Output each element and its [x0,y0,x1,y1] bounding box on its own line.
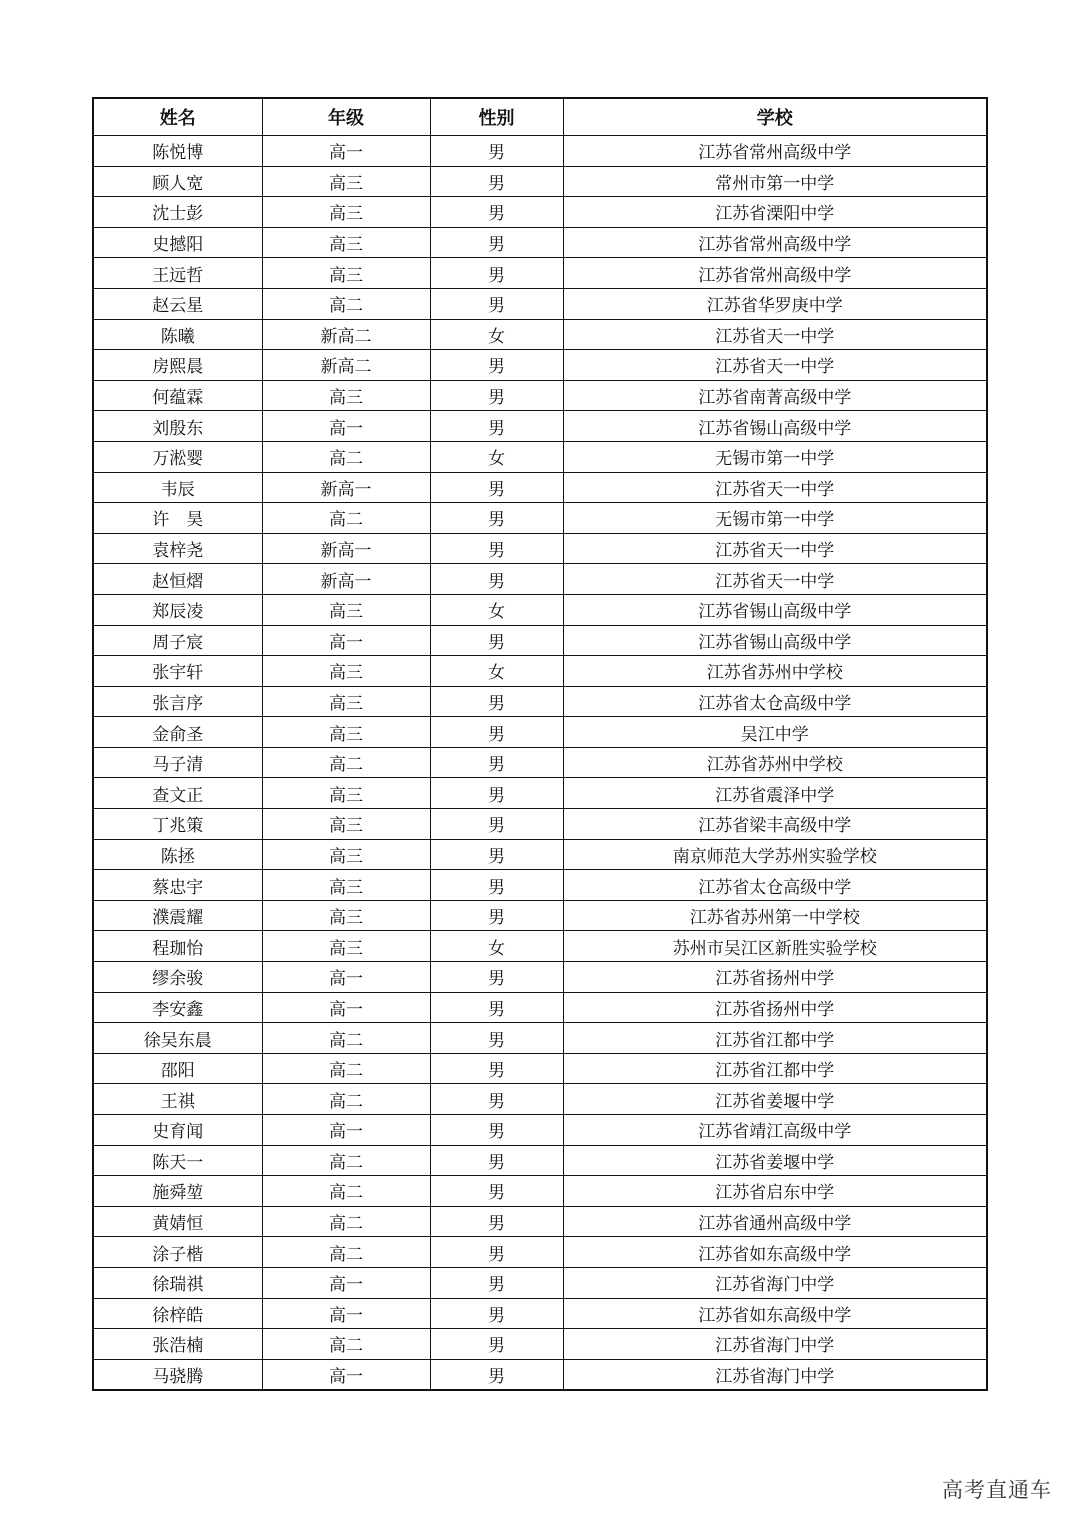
cell-gender: 男 [430,227,563,258]
cell-name: 陈拯 [93,839,262,870]
cell-gender: 男 [430,962,563,993]
cell-name: 张浩楠 [93,1329,262,1360]
cell-school: 江苏省天一中学 [563,564,987,595]
cell-grade: 新高二 [262,319,430,350]
table-row [93,380,987,411]
cell-school: 江苏省如东高级中学 [563,1298,987,1329]
cell-grade: 高二 [262,1145,430,1176]
cell-school: 江苏省溧阳中学 [563,197,987,228]
cell-school: 江苏省靖江高级中学 [563,1115,987,1146]
table-row [93,778,987,809]
cell-name: 施舜堃 [93,1176,262,1207]
cell-grade: 高三 [262,166,430,197]
cell-name: 陈悦博 [93,136,262,167]
cell-name: 韦辰 [93,472,262,503]
cell-gender: 男 [430,411,563,442]
cell-school: 吴江中学 [563,717,987,748]
cell-school: 江苏省天一中学 [563,533,987,564]
cell-grade: 高三 [262,717,430,748]
cell-gender: 男 [430,472,563,503]
cell-gender: 女 [430,441,563,472]
cell-gender: 男 [430,900,563,931]
cell-gender: 男 [430,564,563,595]
cell-name: 房熙晨 [93,350,262,381]
cell-school: 江苏省海门中学 [563,1329,987,1360]
cell-grade: 高一 [262,1115,430,1146]
cell-gender: 男 [430,1084,563,1115]
cell-school: 江苏省震泽中学 [563,778,987,809]
table-row [93,136,987,167]
cell-grade: 高三 [262,227,430,258]
cell-gender: 男 [430,1053,563,1084]
table-row [93,809,987,840]
cell-name: 许 昊 [93,503,262,534]
table-row [93,870,987,901]
table-row [93,625,987,656]
table-row [93,656,987,687]
table-row [93,931,987,962]
cell-grade: 高一 [262,1267,430,1298]
cell-school: 江苏省启东中学 [563,1176,987,1207]
cell-gender: 男 [430,1298,563,1329]
cell-grade: 高一 [262,992,430,1023]
cell-name: 濮震耀 [93,900,262,931]
cell-school: 江苏省苏州中学校 [563,656,987,687]
cell-gender: 男 [430,778,563,809]
table-row [93,533,987,564]
header-grade: 年级 [262,98,430,136]
table-row [93,227,987,258]
cell-name: 蔡忠宇 [93,870,262,901]
cell-gender: 男 [430,1267,563,1298]
cell-grade: 高三 [262,839,430,870]
cell-gender: 男 [430,136,563,167]
table-row [93,411,987,442]
table-row [93,258,987,289]
table-row [93,1359,987,1390]
table-row [93,472,987,503]
cell-grade: 高三 [262,197,430,228]
header-gender: 性别 [430,98,563,136]
cell-school: 江苏省江都中学 [563,1023,987,1054]
table-row [93,686,987,717]
cell-school: 无锡市第一中学 [563,441,987,472]
cell-name: 王祺 [93,1084,262,1115]
cell-name: 陈曦 [93,319,262,350]
cell-grade: 高一 [262,411,430,442]
cell-grade: 高一 [262,962,430,993]
cell-school: 江苏省如东高级中学 [563,1237,987,1268]
cell-school: 江苏省常州高级中学 [563,258,987,289]
cell-grade: 高二 [262,747,430,778]
cell-school: 江苏省扬州中学 [563,992,987,1023]
cell-gender: 男 [430,166,563,197]
table-row [93,350,987,381]
cell-grade: 新高一 [262,472,430,503]
cell-school: 江苏省海门中学 [563,1359,987,1390]
cell-name: 马骁腾 [93,1359,262,1390]
cell-grade: 高三 [262,809,430,840]
table-row [93,1176,987,1207]
table-row [93,288,987,319]
table-row [93,1023,987,1054]
cell-grade: 高三 [262,656,430,687]
cell-grade: 高二 [262,1329,430,1360]
table-row [93,594,987,625]
cell-name: 张宇轩 [93,656,262,687]
table-row [93,1298,987,1329]
cell-name: 徐吴东晨 [93,1023,262,1054]
cell-gender: 女 [430,656,563,687]
table-row [93,1115,987,1146]
cell-name: 陈天一 [93,1145,262,1176]
table-row [93,503,987,534]
cell-gender: 女 [430,594,563,625]
cell-school: 江苏省南菁高级中学 [563,380,987,411]
cell-name: 史育闻 [93,1115,262,1146]
header-school: 学校 [563,98,987,136]
cell-school: 江苏省苏州第一中学校 [563,900,987,931]
cell-school: 江苏省梁丰高级中学 [563,809,987,840]
cell-grade: 高三 [262,870,430,901]
table-row [93,1329,987,1360]
cell-gender: 男 [430,380,563,411]
cell-grade: 高二 [262,1237,430,1268]
header-row [93,98,987,136]
cell-school: 江苏省海门中学 [563,1267,987,1298]
cell-gender: 女 [430,931,563,962]
table-header [93,98,987,136]
cell-school: 江苏省常州高级中学 [563,136,987,167]
cell-grade: 高三 [262,900,430,931]
cell-gender: 男 [430,1023,563,1054]
cell-grade: 高三 [262,258,430,289]
cell-school: 江苏省天一中学 [563,319,987,350]
table-row [93,1206,987,1237]
cell-school: 江苏省姜堰中学 [563,1084,987,1115]
cell-school: 江苏省江都中学 [563,1053,987,1084]
cell-grade: 高一 [262,1298,430,1329]
cell-grade: 高二 [262,1084,430,1115]
cell-gender: 男 [430,1115,563,1146]
table-row [93,900,987,931]
cell-school: 江苏省苏州中学校 [563,747,987,778]
cell-gender: 男 [430,839,563,870]
cell-gender: 男 [430,197,563,228]
cell-grade: 高三 [262,380,430,411]
cell-school: 江苏省锡山高级中学 [563,594,987,625]
table-row [93,1145,987,1176]
cell-name: 金俞圣 [93,717,262,748]
cell-name: 袁梓尧 [93,533,262,564]
cell-name: 郑辰凌 [93,594,262,625]
header-name: 姓名 [93,98,262,136]
table-row [93,1237,987,1268]
cell-gender: 男 [430,350,563,381]
table-row [93,1084,987,1115]
cell-name: 丁兆策 [93,809,262,840]
cell-name: 李安鑫 [93,992,262,1023]
table-row [93,747,987,778]
cell-school: 江苏省通州高级中学 [563,1206,987,1237]
cell-school: 苏州市吴江区新胜实验学校 [563,931,987,962]
cell-gender: 男 [430,1206,563,1237]
table-row [93,1053,987,1084]
cell-gender: 男 [430,992,563,1023]
cell-name: 王远哲 [93,258,262,289]
cell-gender: 男 [430,1359,563,1390]
cell-gender: 男 [430,503,563,534]
cell-school: 江苏省太仓高级中学 [563,686,987,717]
table-row [93,992,987,1023]
cell-gender: 男 [430,288,563,319]
cell-grade: 高三 [262,931,430,962]
cell-school: 江苏省姜堰中学 [563,1145,987,1176]
cell-school: 南京师范大学苏州实验学校 [563,839,987,870]
cell-name: 张言序 [93,686,262,717]
cell-school: 江苏省华罗庚中学 [563,288,987,319]
cell-name: 邵阳 [93,1053,262,1084]
cell-school: 江苏省太仓高级中学 [563,870,987,901]
cell-gender: 男 [430,747,563,778]
cell-gender: 男 [430,533,563,564]
cell-school: 江苏省锡山高级中学 [563,411,987,442]
cell-name: 缪余骏 [93,962,262,993]
cell-name: 查文正 [93,778,262,809]
cell-school: 江苏省锡山高级中学 [563,625,987,656]
cell-grade: 高三 [262,778,430,809]
cell-grade: 高一 [262,136,430,167]
table-body [93,136,987,1391]
cell-grade: 高三 [262,686,430,717]
cell-name: 周子宸 [93,625,262,656]
cell-name: 刘殷东 [93,411,262,442]
table-row [93,962,987,993]
cell-school: 江苏省扬州中学 [563,962,987,993]
cell-grade: 高二 [262,288,430,319]
cell-name: 沈士彭 [93,197,262,228]
cell-gender: 男 [430,625,563,656]
cell-gender: 男 [430,809,563,840]
watermark-text: 高考直通车 [942,1478,1052,1502]
table-row [93,839,987,870]
cell-name: 赵恒熠 [93,564,262,595]
cell-gender: 男 [430,717,563,748]
cell-name: 赵云星 [93,288,262,319]
cell-gender: 男 [430,1176,563,1207]
cell-name: 黄婧恒 [93,1206,262,1237]
cell-school: 无锡市第一中学 [563,503,987,534]
cell-grade: 新高二 [262,350,430,381]
cell-school: 常州市第一中学 [563,166,987,197]
cell-gender: 男 [430,1237,563,1268]
cell-grade: 高一 [262,1359,430,1390]
cell-name: 徐瑞祺 [93,1267,262,1298]
cell-grade: 新高一 [262,533,430,564]
cell-gender: 男 [430,1329,563,1360]
cell-name: 何蕴霖 [93,380,262,411]
table-row [93,717,987,748]
table-row [93,564,987,595]
cell-grade: 高一 [262,625,430,656]
table-row [93,319,987,350]
cell-school: 江苏省天一中学 [563,472,987,503]
cell-grade: 高二 [262,503,430,534]
cell-school: 江苏省常州高级中学 [563,227,987,258]
cell-grade: 高二 [262,1053,430,1084]
cell-name: 马子清 [93,747,262,778]
cell-gender: 男 [430,1145,563,1176]
cell-grade: 高三 [262,594,430,625]
table-row [93,197,987,228]
cell-gender: 男 [430,686,563,717]
cell-name: 涂子楷 [93,1237,262,1268]
cell-gender: 女 [430,319,563,350]
cell-school: 江苏省天一中学 [563,350,987,381]
cell-gender: 男 [430,258,563,289]
cell-grade: 高二 [262,441,430,472]
cell-grade: 新高一 [262,564,430,595]
cell-grade: 高二 [262,1206,430,1237]
cell-grade: 高二 [262,1176,430,1207]
cell-grade: 高二 [262,1023,430,1054]
table-row [93,441,987,472]
cell-name: 程珈怡 [93,931,262,962]
table-row [93,166,987,197]
cell-name: 万淞婴 [93,441,262,472]
student-roster-table [92,97,988,1391]
table-row [93,1267,987,1298]
cell-name: 史撼阳 [93,227,262,258]
cell-name: 顾人宽 [93,166,262,197]
cell-name: 徐梓皓 [93,1298,262,1329]
cell-gender: 男 [430,870,563,901]
